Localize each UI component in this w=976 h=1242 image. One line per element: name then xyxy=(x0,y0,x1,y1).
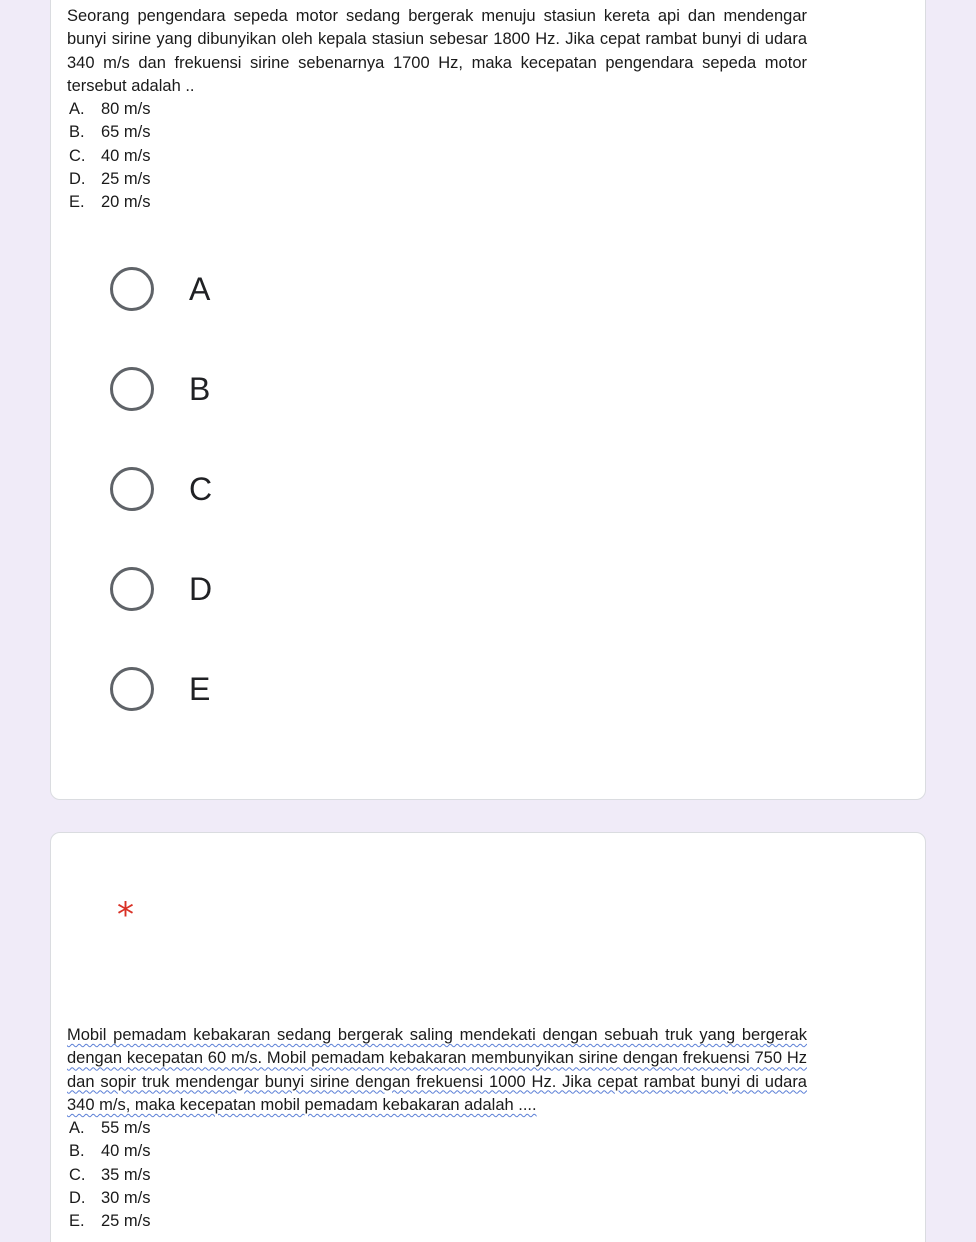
radio-button-icon[interactable] xyxy=(110,467,154,511)
answer-option-c[interactable] xyxy=(110,464,212,514)
answer-option-a[interactable] xyxy=(110,264,212,314)
option-label: E xyxy=(189,670,211,707)
choice-item: E. 25 m/s xyxy=(69,1212,151,1231)
option-label: D xyxy=(189,570,213,607)
choice-item: C. 35 m/s xyxy=(69,1165,151,1184)
answer-option-e[interactable] xyxy=(110,664,212,714)
question-2-image xyxy=(67,1024,807,1234)
answer-options xyxy=(110,264,212,764)
answer-option-b[interactable] xyxy=(110,364,212,414)
choice-item: E. 20 m/s xyxy=(69,193,151,212)
required-asterisk-icon: * xyxy=(117,895,134,935)
radio-button-icon[interactable] xyxy=(110,267,154,311)
choice-item: D. 25 m/s xyxy=(69,170,151,189)
radio-button-icon[interactable] xyxy=(110,667,154,711)
question-2-text: Mobil pemadam kebakaran sedang bergerak saling mendekati dengan sebuah truk yang bergerak dengan kecepatan 60 m/s. Mobil pemadam kebakaran membunyikan sirine dengan frekuensi 750 Hz dan sopir truk mendengar bunyi sirine dengan frekuensi 1000 Hz. Jika cepat rambat bunyi di udara 340 m/s, maka kecepatan mobil pemadam kebakaran adalah .... xyxy=(67,1026,807,1114)
choice-item: C. 40 m/s xyxy=(69,146,151,165)
choice-item: A. 55 m/s xyxy=(69,1119,151,1138)
option-label: B xyxy=(189,370,211,407)
choice-item: B. 65 m/s xyxy=(69,123,151,142)
question-1-image xyxy=(67,5,807,215)
radio-button-icon[interactable] xyxy=(110,367,154,411)
option-label: A xyxy=(189,270,211,307)
question-1-choices xyxy=(67,98,807,214)
question-2-choices xyxy=(67,1117,807,1233)
option-label: C xyxy=(189,470,213,507)
radio-button-icon[interactable] xyxy=(110,567,154,611)
choice-item: B. 40 m/s xyxy=(69,1142,151,1161)
choice-item: A. 80 m/s xyxy=(69,100,151,119)
answer-option-d[interactable] xyxy=(110,564,212,614)
choice-item: D. 30 m/s xyxy=(69,1189,151,1208)
question-1-text: Seorang pengendara sepeda motor sedang bergerak menuju stasiun kereta api dan mendengar bunyi sirine yang dibunyikan oleh kepala stasiun sebesar 1800 Hz. Jika cepat rambat bunyi di udara 340 m/s dan frekuensi sirine sebenarnya 1700 Hz, maka kecepatan pengendara sepeda motor tersebut adalah .. xyxy=(67,7,807,95)
